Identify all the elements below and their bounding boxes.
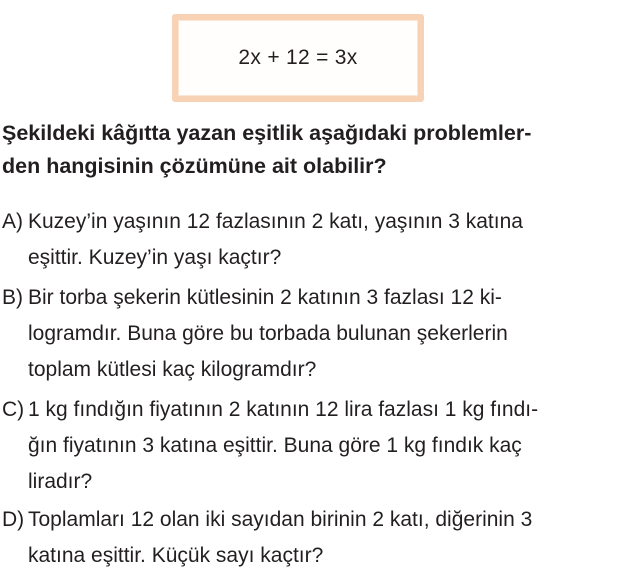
option-b[interactable] xyxy=(2,280,617,388)
option-c-line-1: 1 kg fındığın fiyatının 2 katının 12 lira fazlası 1 kg fındı- xyxy=(28,398,539,421)
option-d-line-2: katına eşittir. Küçük sayı kaçtır? xyxy=(28,544,324,567)
question-line-2: den hangisinin çözümüne ait olabilir? xyxy=(2,154,387,178)
option-d-line-1: Toplamları 12 olan iki sayıdan birinin 2 katı, diğerinin 3 xyxy=(28,508,533,531)
option-b-first-line xyxy=(2,280,617,316)
question-line-1: Şekildeki kâğıtta yazan eşitlik aşağıdaki problemler- xyxy=(2,121,532,145)
option-c-letter: C) xyxy=(2,398,25,421)
option-d-letter: D) xyxy=(2,508,25,531)
option-a-line-1: Kuzey’in yaşının 12 fazlasının 2 katı, yaşının 3 katına xyxy=(28,210,523,233)
option-b-line-1: Bir torba şekerin kütlesinin 2 katının 3 fazlası 12 ki- xyxy=(28,286,502,309)
option-d[interactable] xyxy=(2,502,617,574)
option-d-first-line xyxy=(2,502,617,538)
equation-text: 2x + 12 = 3x xyxy=(238,46,358,69)
option-a[interactable] xyxy=(2,204,617,276)
option-c-first-line xyxy=(2,392,617,428)
option-b-line-3: toplam kütlesi kaç kilogramdır? xyxy=(28,358,317,381)
option-c[interactable] xyxy=(2,392,617,500)
question-stem xyxy=(2,117,617,183)
option-b-letter: B) xyxy=(2,286,23,309)
option-c-line-3: liradır? xyxy=(28,470,93,493)
option-c-line-2: ğın fiyatının 3 katına eşittir. Buna göre 1 kg fındık kaç xyxy=(28,434,522,457)
option-a-letter: A) xyxy=(2,210,23,233)
option-a-line-2: eşittir. Kuzey’in yaşı kaçtır? xyxy=(28,246,282,269)
option-b-line-2: logramdır. Buna göre bu torbada bulunan şekerlerin xyxy=(28,322,508,345)
equation-paper-inner xyxy=(178,20,418,96)
equation-paper xyxy=(172,14,424,102)
option-a-first-line xyxy=(2,204,617,240)
